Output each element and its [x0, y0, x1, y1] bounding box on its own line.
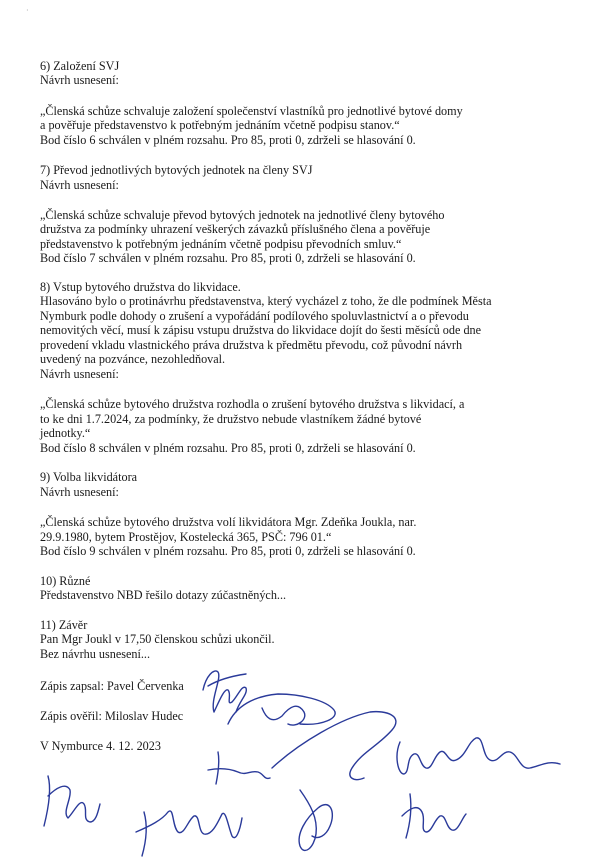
signature-bottom-right — [402, 794, 466, 838]
section-9-quote-line: „Členská schůze bytového družstva volí likvidátora Mgr. Zdeňka Joukla, nar. — [40, 515, 417, 529]
section-8-body-line: Hlasováno bylo o protinávrhu představenstva, který vycházel z toho, že dle podmínek Města — [40, 294, 492, 308]
section-8-body-line: nemovitých věcí, musí k zápisu vstupu družstva do likvidace dojít do šesti měsíců ode dne — [40, 323, 482, 337]
signature-bottom-left — [44, 776, 100, 826]
signature-verifier — [228, 694, 335, 725]
recorder-line: Zápis zapsal: Pavel Červenka — [40, 679, 184, 693]
section-7-result: Bod číslo 7 schválen v plném rozsahu. Pro 85, proti 0, zdrželi se hlasování 0. — [40, 251, 416, 265]
section-8-body-line: provedení vkladu vlastnického práva družstva k předmětu převodu, což původní návrh — [40, 338, 463, 352]
section-9-result: Bod číslo 9 schválen v plném rozsahu. Pro 85, proti 0, zdrželi se hlasování 0. — [40, 544, 416, 558]
scan-corner-mark: · — [26, 6, 29, 15]
section-8-body-line: Nymburk podle dohody o zrušení a vypořádání podílového spoluvlastnictví a o převodu — [40, 309, 469, 323]
section-9-heading: 9) Volba likvidátora — [40, 470, 138, 484]
section-11-body-line: Bez návrhu usnesení... — [40, 647, 150, 661]
section-6-heading: 6) Založení SVJ — [40, 59, 120, 73]
section-8-quote-line: jednotky.“ — [40, 426, 91, 440]
signature-bottom-middle — [136, 811, 242, 856]
section-9-proposal-label: Návrh usnesení: — [40, 485, 119, 499]
section-11-heading: 11) Závěr — [40, 618, 88, 632]
section-10-body: Představenstvo NBD řešilo dotazy zúčastněných... — [40, 588, 287, 602]
signature-recorder — [203, 671, 246, 712]
section-8-quote-line: to ke dni 1.7.2024, za podmínky, že družstvo nebude vlastníkem žádné bytové — [40, 412, 422, 426]
signature-small-middle — [208, 752, 270, 784]
section-6-quote-line: „Členská schůze schvaluje založení společenství vlastníků pro jednotlivé bytové domy — [40, 104, 463, 118]
section-9-quote-line: 29.9.1980, bytem Prostějov, Kostelecká 365, PSČ: 796 01.“ — [40, 530, 332, 544]
section-8-heading: 8) Vstup bytového družstva do likvidace. — [40, 280, 241, 294]
place-date-line: V Nymburce 4. 12. 2023 — [40, 739, 161, 753]
section-7-quote-line: družstva za podmínky uhrazení veškerých závazků příslušného člena a pověřuje — [40, 222, 431, 236]
signature-right-1 — [397, 738, 560, 774]
verifier-line: Zápis ověřil: Miloslav Hudec — [40, 709, 184, 723]
section-7-quote-line: představenstvo k potřebným jednáním včetně podpisu převodních smluv.“ — [40, 237, 402, 251]
section-8-result: Bod číslo 8 schválen v plném rozsahu. Pro 85, proti 0, zdrželi se hlasování 0. — [40, 441, 416, 455]
section-8-proposal-label: Návrh usnesení: — [40, 367, 119, 381]
section-7-heading: 7) Převod jednotlivých bytových jednotek na členy SVJ — [40, 163, 313, 177]
section-8-body-line: uvedený na pozvánce, nezohledňoval. — [40, 352, 226, 366]
section-8-quote-line: „Členská schůze bytového družstva rozhodla o zrušení bytového družstva s likvidací, a — [40, 397, 465, 411]
section-7-quote-line: „Členská schůze schvaluje převod bytových jednotek na jednotlivé členy bytového — [40, 208, 445, 222]
section-7-proposal-label: Návrh usnesení: — [40, 178, 119, 192]
section-10-heading: 10) Různé — [40, 574, 91, 588]
signature-large-right — [272, 712, 396, 780]
section-6-result: Bod číslo 6 schválen v plném rozsahu. Pro 85, proti 0, zdrželi se hlasování 0. — [40, 133, 416, 147]
section-11-body-line: Pan Mgr Joukl v 17,50 členskou schůzi ukončil. — [40, 632, 275, 646]
section-6-proposal-label: Návrh usnesení: — [40, 73, 119, 87]
section-6-quote-line: a pověřuje představenstvo k potřebným jednáním včetně podpisu stanov.“ — [40, 118, 400, 132]
signature-bottom-center — [299, 790, 332, 850]
